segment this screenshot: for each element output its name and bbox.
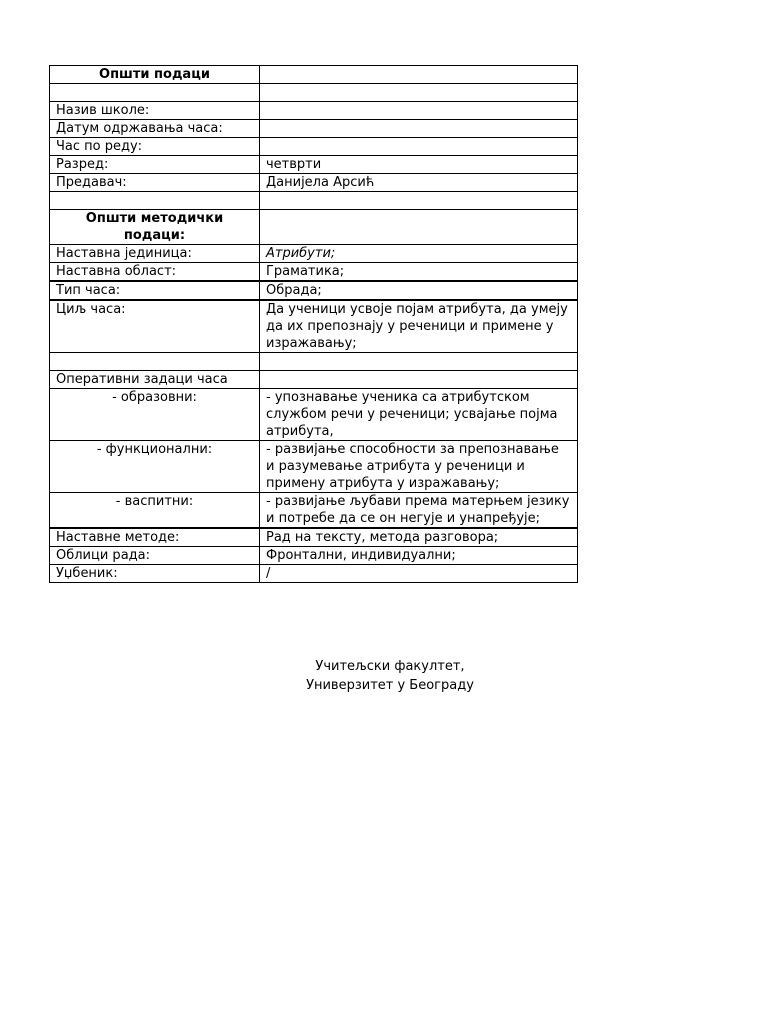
teaching-unit-value: Атрибути;	[260, 245, 578, 263]
empty-cell	[260, 84, 578, 102]
empty-cell	[260, 192, 578, 210]
table-row	[50, 210, 578, 245]
teacher-label: Предавач:	[50, 174, 260, 192]
lesson-goal-label: Циљ часа:	[50, 300, 260, 353]
lesson-date-label: Датум одржавања часа:	[50, 120, 260, 138]
table-row	[50, 300, 578, 353]
empty-cell	[260, 210, 578, 245]
table-row	[50, 353, 578, 371]
lesson-type-value: Обрада;	[260, 281, 578, 300]
textbook-value: /	[260, 565, 578, 583]
table-row	[50, 565, 578, 583]
upbringing-task-label: - васпитни:	[50, 493, 260, 529]
table-row	[50, 281, 578, 300]
table-row	[50, 528, 578, 547]
educational-task-label: - образовни:	[50, 389, 260, 441]
operative-tasks-label: Оперативни задаци часа	[50, 371, 260, 389]
table-row	[50, 371, 578, 389]
grade-label: Разред:	[50, 156, 260, 174]
work-forms-label: Облици рада:	[50, 547, 260, 565]
textbook-label: Уџбеник:	[50, 565, 260, 583]
empty-cell	[260, 353, 578, 371]
teacher-value: Данијела Арсић	[260, 174, 578, 192]
table-row	[50, 441, 578, 493]
teaching-unit-label: Наставна јединица:	[50, 245, 260, 263]
empty-cell	[50, 84, 260, 102]
table-row	[50, 174, 578, 192]
university-name: Универзитет у Београду	[306, 678, 474, 693]
faculty-name: Учитељски факултет,	[315, 659, 465, 674]
educational-task-value: - упознавање ученика са атрибутском службом речи у реченици; усвајање појма атрибута,	[260, 389, 578, 441]
table-row	[50, 84, 578, 102]
table-row	[50, 102, 578, 120]
teaching-area-value: Граматика;	[260, 263, 578, 282]
teaching-methods-label: Наставне методе:	[50, 528, 260, 547]
table-row	[50, 120, 578, 138]
functional-task-value: - развијање способности за препознавање и разумевање атрибута у реченици и примену атрибута у изражавању;	[260, 441, 578, 493]
lesson-date-value	[260, 120, 578, 138]
lesson-plan-sheet	[49, 65, 577, 583]
teaching-methods-value: Рад на тексту, метода разговора;	[260, 528, 578, 547]
grade-value: четврти	[260, 156, 578, 174]
teaching-area-label: Наставна област:	[50, 263, 260, 282]
lesson-type-label: Тип часа:	[50, 281, 260, 300]
table-row	[50, 493, 578, 529]
empty-cell	[50, 192, 260, 210]
table-row	[50, 156, 578, 174]
school-name-value	[260, 102, 578, 120]
functional-task-label: - функционални:	[50, 441, 260, 493]
institution-footer	[240, 657, 540, 695]
table-row	[50, 389, 578, 441]
school-name-label: Назив школе:	[50, 102, 260, 120]
table-row	[50, 263, 578, 282]
table-row	[50, 192, 578, 210]
table-row	[50, 245, 578, 263]
table-row	[50, 138, 578, 156]
lesson-plan-table	[49, 65, 578, 583]
table-row	[50, 547, 578, 565]
operative-tasks-value	[260, 371, 578, 389]
empty-cell	[260, 66, 578, 84]
methodical-data-heading: Општи методички подаци:	[50, 210, 260, 245]
lesson-goal-value: Да ученици усвоје појам атрибута, да умеју да их препознају у реченици и примене у изражавању;	[260, 300, 578, 353]
lesson-number-value	[260, 138, 578, 156]
general-data-heading: Општи подаци	[50, 66, 260, 84]
table-row	[50, 66, 578, 84]
lesson-number-label: Час по реду:	[50, 138, 260, 156]
work-forms-value: Фронтални, индивидуални;	[260, 547, 578, 565]
upbringing-task-value: - развијање љубави према матерњем језику и потребе да се он негује и унапређује;	[260, 493, 578, 529]
empty-cell	[50, 353, 260, 371]
